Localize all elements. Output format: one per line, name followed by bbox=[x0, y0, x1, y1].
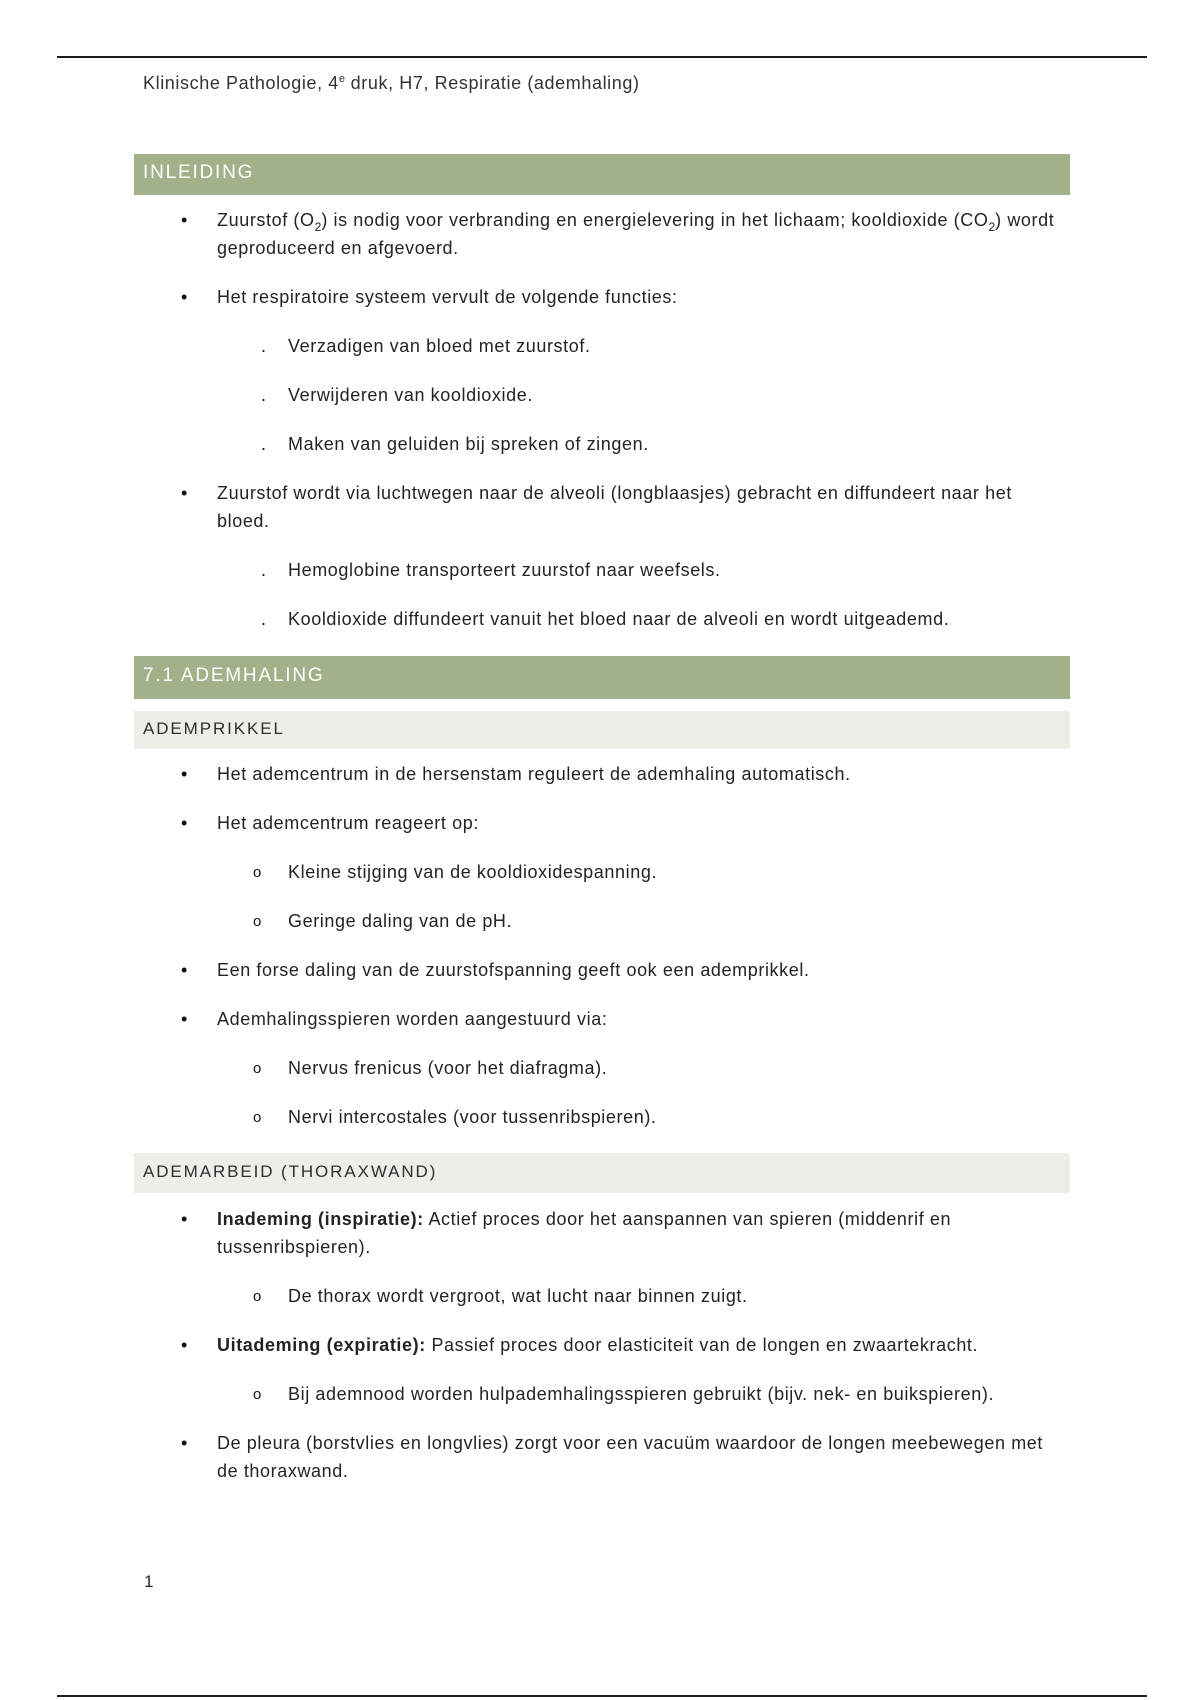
bullet-marker: • bbox=[181, 1009, 188, 1029]
section-heading-title: INLEIDING bbox=[143, 162, 255, 183]
subsection-heading-ademarbeid bbox=[134, 1153, 1070, 1193]
sub-list-item bbox=[0, 556, 1200, 584]
bullet-marker: • bbox=[181, 1335, 188, 1355]
sub-list-item-text: Verwijderen van kooldioxide. bbox=[288, 385, 533, 405]
sub-list-item-text: Verzadigen van bloed met zuurstof. bbox=[288, 336, 591, 356]
list-item-line: tussenribspieren). bbox=[217, 1237, 371, 1257]
dot-marker: . bbox=[261, 336, 267, 356]
sub-list-item bbox=[0, 1282, 1200, 1310]
sub-list-item-text: Hemoglobine transporteert zuurstof naar weefsels. bbox=[288, 560, 721, 580]
list-item-line bbox=[217, 1205, 1200, 1233]
bullet-marker: • bbox=[181, 1433, 188, 1453]
bottom-rule bbox=[57, 1695, 1147, 1697]
circle-marker: o bbox=[253, 1109, 262, 1126]
list-item bbox=[0, 206, 1200, 262]
list-item-text: Ademhalingsspieren worden aangestuurd via: bbox=[217, 1009, 608, 1029]
circle-marker: o bbox=[253, 1288, 262, 1305]
dot-marker: . bbox=[261, 609, 267, 629]
section-heading-inleiding bbox=[134, 154, 1070, 195]
list-item bbox=[0, 956, 1200, 984]
circle-marker: o bbox=[253, 913, 262, 930]
text-segment: ) wordt bbox=[995, 210, 1055, 230]
bullet-marker: • bbox=[181, 483, 188, 503]
bullet-marker: • bbox=[181, 1209, 188, 1229]
sub-list-item bbox=[0, 1054, 1200, 1082]
list-item bbox=[0, 1005, 1200, 1033]
list-item bbox=[0, 760, 1200, 788]
list-item bbox=[0, 479, 1200, 535]
text-segment: Passief proces door elasticiteit van de longen en zwaartekracht. bbox=[431, 1335, 979, 1355]
sub-list-item bbox=[0, 858, 1200, 886]
page-number: 1 bbox=[144, 1572, 154, 1591]
sub-list-item-text: Maken van geluiden bij spreken of zingen. bbox=[288, 434, 649, 454]
list-item-line: de thoraxwand. bbox=[217, 1461, 349, 1481]
subscript: 2 bbox=[314, 220, 322, 234]
list-item bbox=[0, 1429, 1200, 1485]
sub-list-item bbox=[0, 430, 1200, 458]
list-item-text: Het respiratoire systeem vervult de volgende functies: bbox=[217, 287, 678, 307]
sub-list-item bbox=[0, 1380, 1200, 1408]
sub-list-item bbox=[0, 332, 1200, 360]
circle-marker: o bbox=[253, 1386, 262, 1403]
list-item-line bbox=[217, 1331, 1200, 1359]
bullet-marker: • bbox=[181, 960, 188, 980]
subscript: 2 bbox=[988, 220, 996, 234]
sub-list-item bbox=[0, 1103, 1200, 1131]
list-item-text: Het ademcentrum reageert op: bbox=[217, 813, 479, 833]
running-header bbox=[143, 69, 640, 100]
list-item bbox=[0, 1331, 1200, 1359]
sub-list-item-text: Kleine stijging van de kooldioxidespanning. bbox=[288, 862, 658, 882]
text-segment: ) is nodig voor verbranding en energielevering in het lichaam; kooldioxide (CO bbox=[321, 210, 989, 230]
sub-list-item-text: Nervus frenicus (voor het diafragma). bbox=[288, 1058, 608, 1078]
text-segment: Zuurstof (O bbox=[217, 210, 315, 230]
list-item-line: bloed. bbox=[217, 511, 270, 531]
dot-marker: . bbox=[261, 560, 267, 580]
top-rule bbox=[57, 56, 1147, 58]
dot-marker: . bbox=[261, 434, 267, 454]
list-item-line: Zuurstof wordt via luchtwegen naar de alveoli (longblaasjes) gebracht en diffundeert naar het bbox=[217, 483, 1012, 503]
sub-list-item-text: Geringe daling van de pH. bbox=[288, 911, 513, 931]
sub-list-item-text: Nervi intercostales (voor tussenribspieren). bbox=[288, 1107, 657, 1127]
sub-list-item-text: De thorax wordt vergroot, wat lucht naar binnen zuigt. bbox=[288, 1286, 748, 1306]
inleiding-list bbox=[0, 206, 1200, 633]
ademprikkel-list bbox=[0, 760, 1200, 1131]
sub-list-item-text: Bij ademnood worden hulpademhalingsspieren gebruikt (bijv. nek- en buikspieren). bbox=[288, 1384, 995, 1404]
section-heading-title: 7.1 ADEMHALING bbox=[143, 665, 325, 686]
running-header-superscript: e bbox=[338, 73, 346, 85]
term-label: Inademing (inspiratie): bbox=[217, 1209, 424, 1229]
list-item bbox=[0, 809, 1200, 837]
sub-list-item bbox=[0, 605, 1200, 633]
bullet-marker: • bbox=[181, 287, 188, 307]
subsection-heading-title: ADEMPRIKKEL bbox=[143, 719, 285, 738]
sub-list-item bbox=[0, 381, 1200, 409]
list-item bbox=[0, 1205, 1200, 1261]
term-label: Uitademing (expiratie): bbox=[217, 1335, 426, 1355]
list-item-line bbox=[217, 206, 1200, 234]
list-item-line: De pleura (borstvlies en longvlies) zorgt voor een vacuüm waardoor de longen meebewegen met bbox=[217, 1433, 1044, 1453]
list-item-line: geproduceerd en afgevoerd. bbox=[217, 238, 459, 258]
list-item bbox=[0, 283, 1200, 311]
running-header-title-rest: druk, H7, Respiratie (ademhaling) bbox=[350, 73, 640, 93]
sub-list-item-text: Kooldioxide diffundeert vanuit het bloed naar de alveoli en wordt uitgeademd. bbox=[288, 609, 950, 629]
running-header-title: Klinische Pathologie, 4 bbox=[143, 73, 339, 93]
ademarbeid-list bbox=[0, 1205, 1200, 1485]
subsection-heading-ademprikkel bbox=[134, 711, 1070, 749]
section-heading-ademhaling bbox=[134, 656, 1070, 699]
bullet-marker: • bbox=[181, 210, 188, 230]
subsection-heading-title: ADEMARBEID (THORAXWAND) bbox=[143, 1162, 438, 1181]
circle-marker: o bbox=[253, 864, 262, 881]
bullet-marker: • bbox=[181, 813, 188, 833]
circle-marker: o bbox=[253, 1060, 262, 1077]
bullet-marker: • bbox=[181, 764, 188, 784]
text-segment: Actief proces door het aanspannen van spieren (middenrif en bbox=[428, 1209, 952, 1229]
sub-list-item bbox=[0, 907, 1200, 935]
list-item-text: Het ademcentrum in de hersenstam reguleert de ademhaling automatisch. bbox=[217, 764, 851, 784]
list-item-text: Een forse daling van de zuurstofspanning geeft ook een ademprikkel. bbox=[217, 960, 810, 980]
dot-marker: . bbox=[261, 385, 267, 405]
